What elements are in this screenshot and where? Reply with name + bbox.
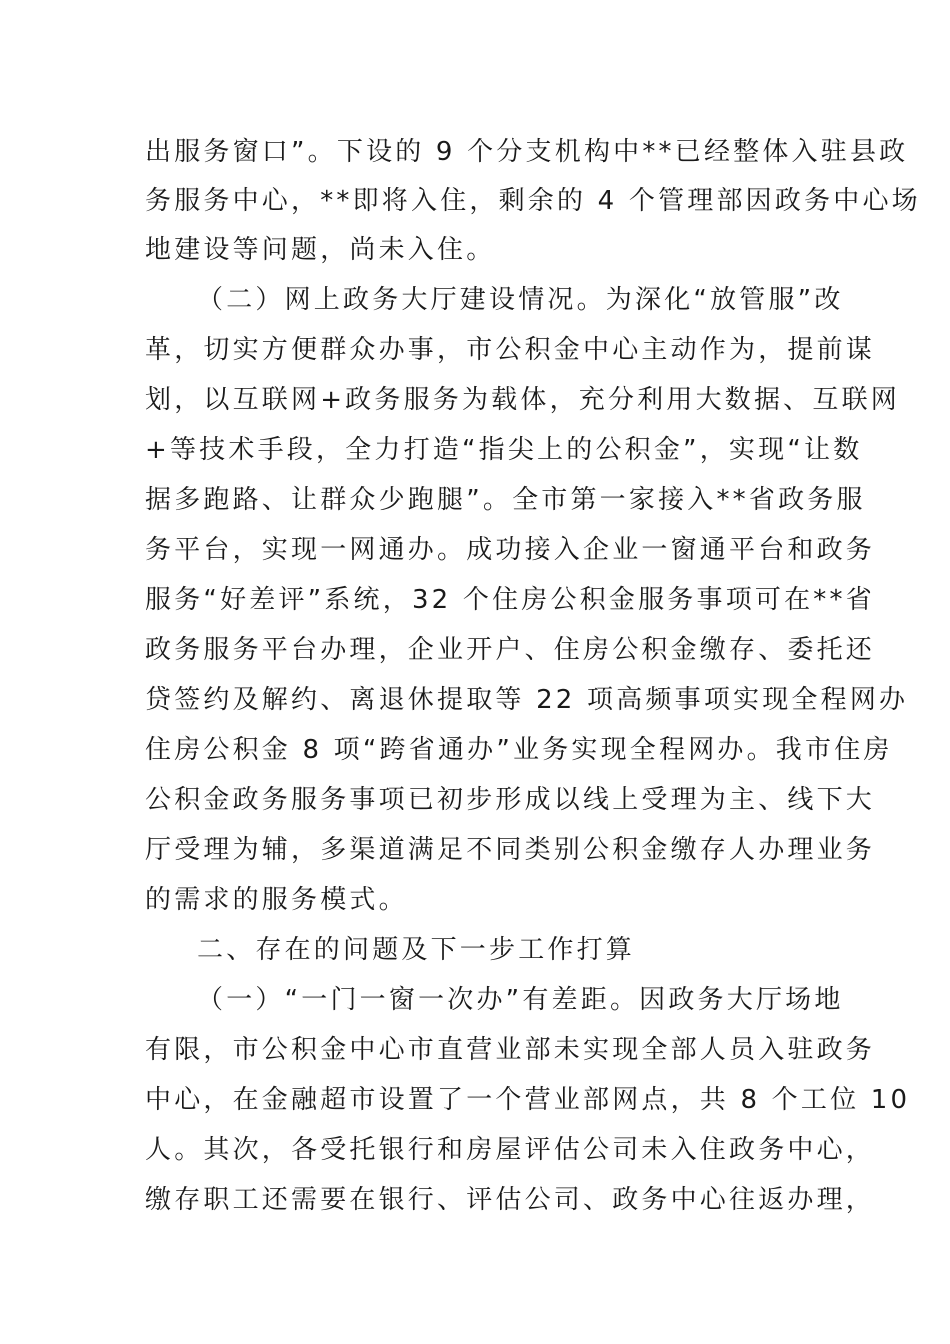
paragraph-heading-one-window: （一）“一门一窗一次办”有差距。因政务大厅场地 (197, 985, 844, 1015)
section-heading-problems: 二、存在的问题及下一步工作打算 (197, 935, 636, 965)
text-line-9: 务平台，实现一网通办。成功接入企业一窗通平台和政务 (145, 535, 876, 565)
text-line-11: 政务服务平台办理，企业开户、住房公积金缴存、委托还 (145, 635, 876, 665)
text-line-5: 革，切实方便群众办事，市公积金中心主动作为，提前谋 (145, 335, 876, 365)
text-line-13: 住房公积金 8 项“跨省通办”业务实现全程网办。我市住房 (145, 735, 893, 765)
text-line-6: 划，以互联网+政务服务为载体，充分利用大数据、互联网 (145, 385, 900, 415)
text-line-20: 中心，在金融超市设置了一个营业部网点，共 8 个工位 10 (145, 1085, 911, 1115)
text-line-14: 公积金政务服务事项已初步形成以线上受理为主、线下大 (145, 785, 876, 815)
paragraph-heading-online-hall: （二）网上政务大厅建设情况。为深化“放管服”改 (197, 285, 844, 315)
text-line-1: 出服务窗口”。下设的 9 个分支机构中**已经整体入驻县政 (145, 137, 909, 167)
text-line-16: 的需求的服务模式。 (145, 885, 408, 915)
text-line-2: 务服务中心，**即将入住，剩余的 4 个管理部因政务中心场 (145, 186, 921, 216)
text-line-7: +等技术手段，全力打造“指尖上的公积金”，实现“让数 (145, 435, 863, 465)
text-line-15: 厅受理为辅，多渠道满足不同类别公积金缴存人办理业务 (145, 835, 876, 865)
text-line-19: 有限，市公积金中心市直营业部未实现全部人员入驻政务 (145, 1035, 876, 1065)
text-line-8: 据多跑路、让群众少跑腿”。全市第一家接入**省政务服 (145, 485, 866, 515)
text-line-21: 人。其次，各受托银行和房屋评估公司未入住政务中心， (145, 1135, 876, 1165)
text-line-10: 服务“好差评”系统，32 个住房公积金服务事项可在**省 (145, 585, 875, 615)
text-line-22: 缴存职工还需要在银行、评估公司、政务中心往返办理， (145, 1185, 876, 1215)
text-line-3: 地建设等问题，尚未入住。 (145, 235, 496, 265)
text-line-12: 贷签约及解约、离退休提取等 22 项高频事项实现全程网办 (145, 685, 909, 715)
